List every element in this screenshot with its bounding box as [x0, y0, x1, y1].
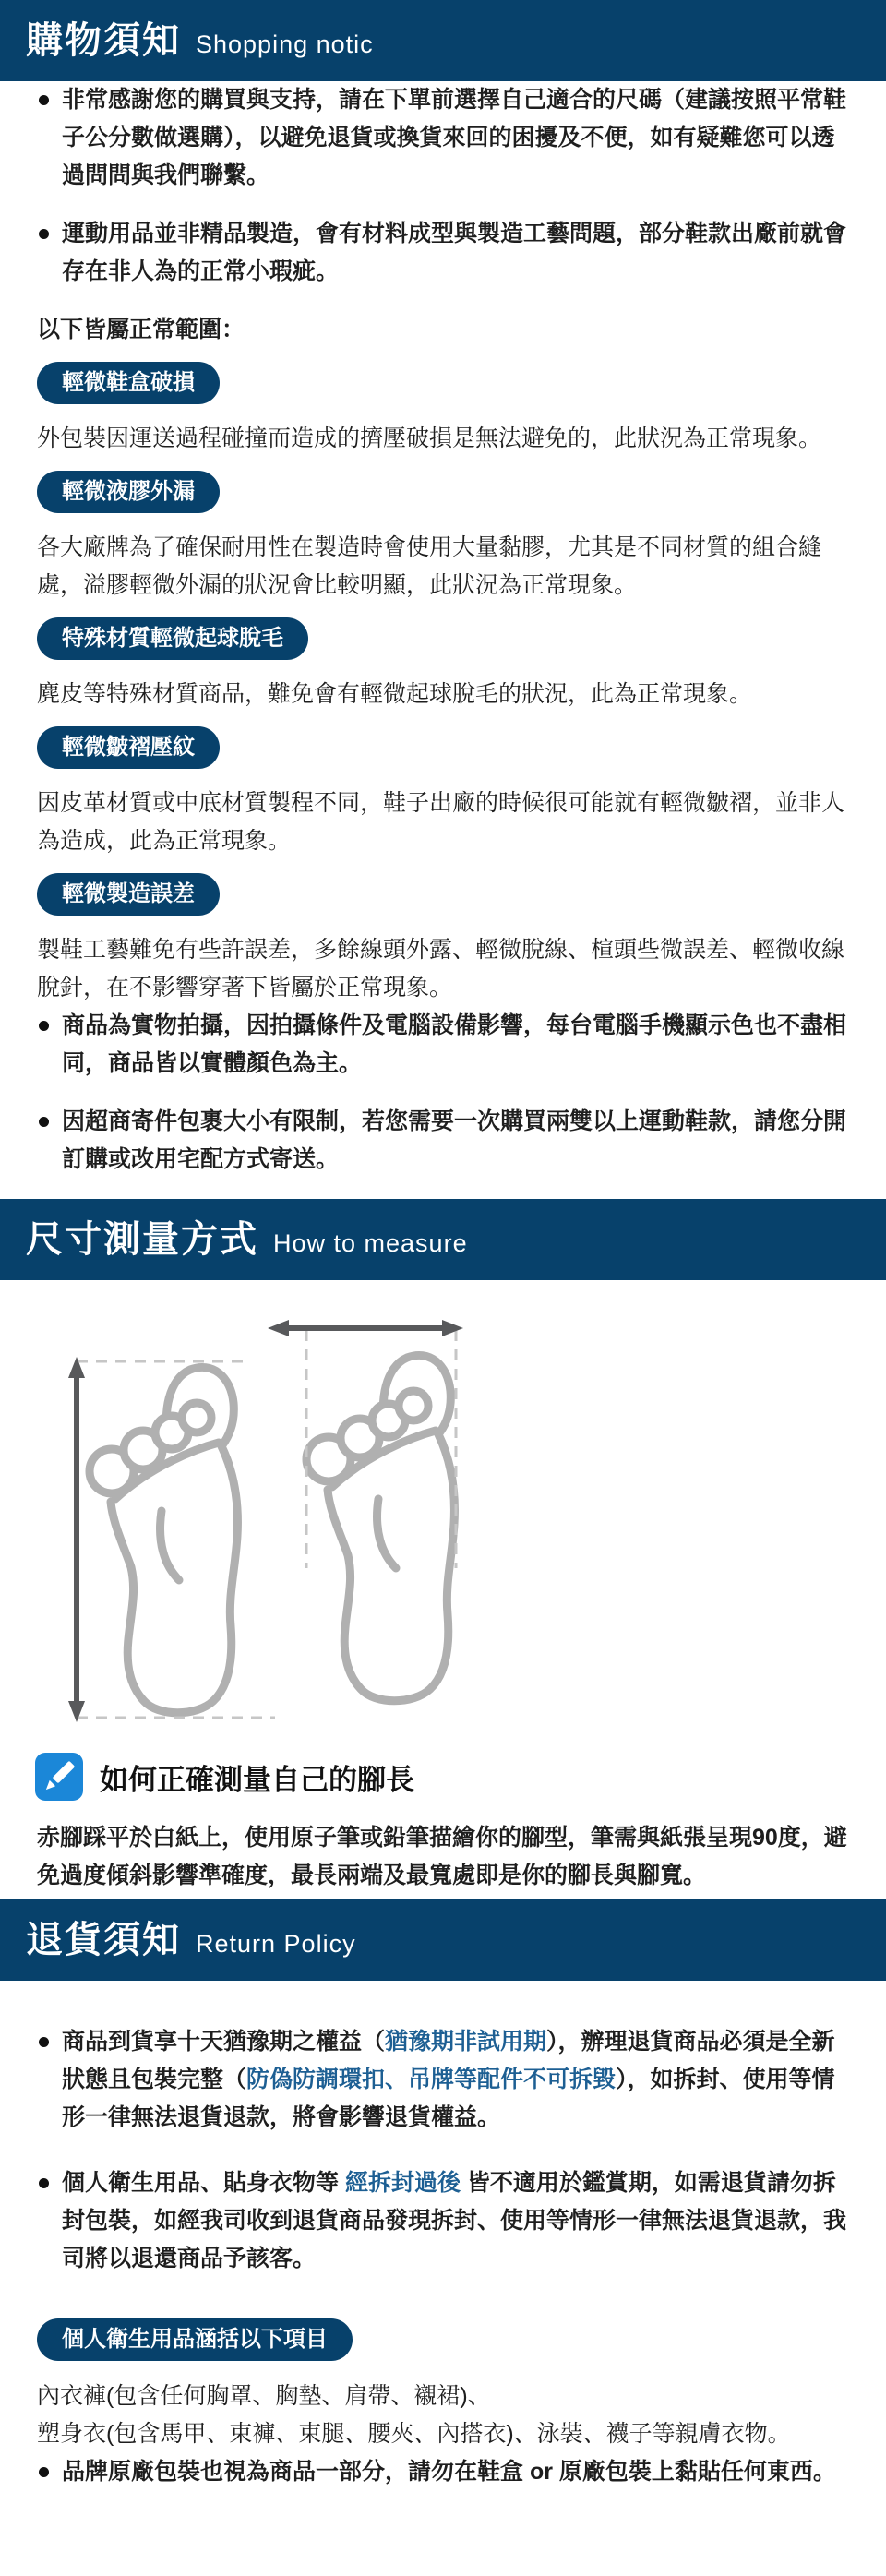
intro-bullet-list [37, 81, 849, 291]
width-arrow [268, 1320, 463, 1336]
hygiene-items-badge: 個人衛生用品涵括以下項目 [37, 2318, 353, 2361]
return-bullet-1: 商品到貨享十天猶豫期之權益（猶豫期非試用期），辦理退貨商品必須是全新狀態且包裝完整（防偽防調環扣、吊牌等配件不可拆毀），如拆封、使用等情形一律無法退貨退款，將會影響退貨權益。 [37, 2023, 849, 2137]
badge-tolerance: 輕微製造誤差 [37, 873, 220, 916]
desc-tolerance: 製鞋工藝難免有些許誤差，多餘線頭外露、輕微脫線、楦頭些微誤差、輕微收線脫針，在不影響穿著下皆屬於正常現象。 [37, 937, 845, 1000]
badge-box-damage: 輕微鞋盒破損 [37, 362, 220, 404]
badge-crease: 輕微皺褶壓紋 [37, 726, 220, 769]
return-header-title-en: Return Policy [196, 1930, 356, 1958]
foot-measure-diagram [44, 1300, 478, 1725]
return-header-title-zh: 退貨須知 [26, 1920, 181, 1960]
normal-item-crease [37, 713, 849, 860]
normal-item-tolerance [37, 860, 849, 1007]
howto-measure-text: 赤腳踩平於白紙上，使用原子筆或鉛筆描繪你的腳型，筆需與紙張呈現90度，避免過度傾斜影響準確度，最長兩端及最寬處即是你的腳長與腳寬。 [37, 1825, 847, 1888]
desc-box-damage: 外包裝因運送過程碰撞而造成的擠壓破損是無法避免的，此狀況為正常現象。 [37, 425, 822, 451]
hygiene-item-lines [37, 2378, 849, 2453]
desc-pilling: 麂皮等特殊材質商品，難免會有輕微起球脫毛的狀況，此為正常現象。 [37, 681, 753, 707]
hygiene-item-line-1: 內衣褲(包含任何胸罩、胸墊、肩帶、襯裙)、 [37, 2383, 491, 2409]
shopping-header-title-en: Shopping notic [196, 30, 374, 58]
normal-item-box-damage [37, 349, 849, 458]
badge-glue-leak: 輕微液膠外漏 [37, 471, 220, 513]
howto-measure-row [35, 1753, 886, 1801]
return-bullet-2: 個人衛生用品、貼身衣物等 經拆封過後 皆不適用於鑑賞期，如需退貨請勿拆封包裝，如經我司收到退貨商品發現拆封、使用等情形一律無法退貨退款，我司將以退還商品予該客。 [37, 2164, 849, 2278]
pencil-icon [35, 1753, 83, 1801]
intro-bullet-1: 非常感謝您的購買與支持，請在下單前選擇自己適合的尺碼（建議按照平常鞋子公分數做選購），以避免退貨或換貨來回的困擾及不便，如有疑難您可以透過問問與我們聯繫。 [37, 81, 849, 195]
shopping-header-title-zh: 購物須知 [26, 20, 181, 61]
final-bullet: 品牌原廠包裝也視為商品一部分，請勿在鞋盒 or 原廠包裝上黏貼任何東西。 [37, 2453, 849, 2491]
closing-bullet-1: 商品為實物拍攝，因拍攝條件及電腦設備影響，每台電腦手機顯示色也不盡相同，商品皆以實體顏色為主。 [37, 1007, 849, 1083]
closing-bullet-2: 因超商寄件包裹大小有限制，若您需要一次購買兩雙以上運動鞋款，請您分開訂購或改用宅配方式寄送。 [37, 1103, 849, 1179]
normal-item-glue-leak [37, 458, 849, 605]
measure-header-title-en: How to measure [273, 1229, 468, 1257]
length-arrow [68, 1357, 85, 1722]
closing-bullet-list [37, 1007, 849, 1179]
return-bullet-list [37, 2023, 849, 2278]
measure-header-title-zh: 尺寸測量方式 [26, 1219, 258, 1260]
final-bullet-list [37, 2453, 849, 2491]
measure-header [0, 1199, 886, 1280]
desc-glue-leak: 各大廠牌為了確保耐用性在製造時會使用大量黏膠，尤其是不同材質的組合縫處，溢膠輕微外漏的狀況會比較明顯，此狀況為正常現象。 [37, 534, 822, 598]
foot-outline-left [90, 1367, 237, 1712]
normal-range-heading: 以下皆屬正常範圍： [37, 317, 245, 342]
shopping-notice-header [0, 0, 886, 81]
badge-pilling: 特殊材質輕微起球脫毛 [37, 617, 308, 660]
howto-measure-title: 如何正確測量自己的腳長 [100, 1763, 414, 1796]
return-policy-section [0, 1981, 886, 2540]
return-policy-header [0, 1899, 886, 1981]
desc-crease: 因皮革材質或中底材質製程不同，鞋子出廠的時候很可能就有輕微皺褶，並非人為造成，此為正常現象。 [37, 790, 845, 854]
normal-item-pilling [37, 605, 849, 713]
intro-bullet-2: 運動用品並非精品製造，會有材料成型與製造工藝問題，部分鞋款出廠前就會存在非人為的正常小瑕疵。 [37, 215, 849, 291]
hygiene-item-line-2: 塑身衣(包含馬甲、束褲、束腿、腰夾、內搭衣)、泳裝、襪子等親膚衣物。 [37, 2421, 791, 2447]
foot-outline-right [306, 1355, 454, 1700]
shopping-notice-section [0, 81, 886, 1179]
